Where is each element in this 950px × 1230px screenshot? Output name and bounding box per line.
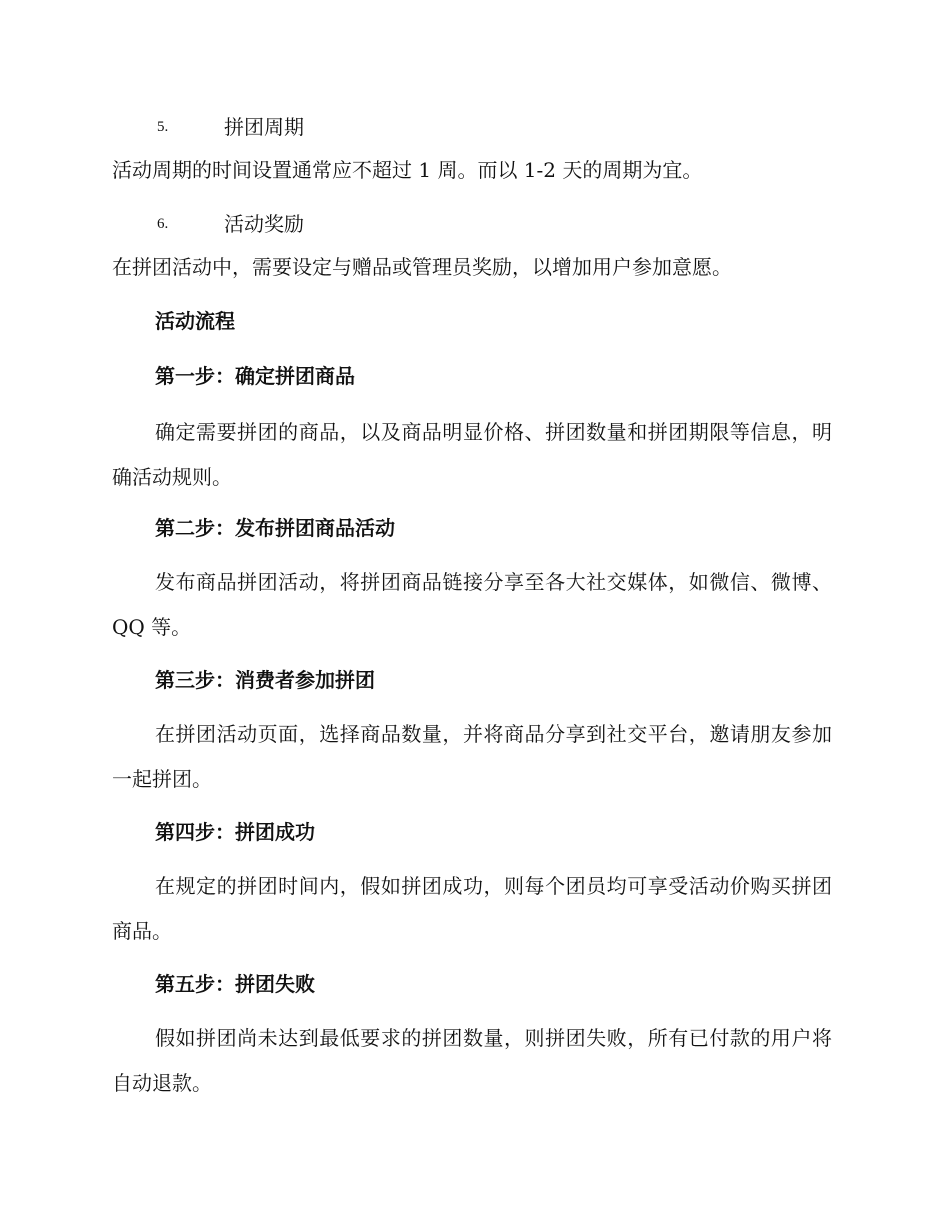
step-paragraph: 发布商品拼团活动，将拼团商品链接分享至各大社交媒体，如微信、微博、QQ 等。 bbox=[112, 570, 832, 639]
item-body-text: 在拼团活动中，需要设定与赠品或管理员奖励，以增加用户参加意愿。 bbox=[112, 255, 732, 279]
step-paragraph: 确定需要拼团的商品，以及商品明显价格、拼团数量和拼团期限等信息，明确活动规则。 bbox=[112, 420, 832, 489]
step-paragraph: 在拼团活动页面，选择商品数量，并将商品分享到社交平台，邀请朋友参加一起拼团。 bbox=[112, 722, 832, 791]
step-heading: 第四步：拼团成功 bbox=[155, 820, 315, 844]
step-heading: 第三步：消费者参加拼团 bbox=[155, 668, 375, 692]
item-number: 5. bbox=[157, 119, 169, 135]
step-heading: 第一步：确定拼团商品 bbox=[155, 364, 355, 388]
step-paragraph: 在规定的拼团时间内，假如拼团成功，则每个团员均可享受活动价购买拼团商品。 bbox=[112, 874, 832, 943]
item-number: 6. bbox=[157, 216, 169, 232]
step-paragraph: 假如拼团尚未达到最低要求的拼团数量，则拼团失败，所有已付款的用户将自动退款。 bbox=[112, 1026, 832, 1095]
item-body-text: 活动周期的时间设置通常应不超过 1 周。而以 1-2 天的周期为宜。 bbox=[112, 158, 703, 182]
step-heading: 第二步：发布拼团商品活动 bbox=[155, 516, 395, 540]
item-title: 活动奖励 bbox=[224, 212, 304, 236]
step-heading: 第五步：拼团失败 bbox=[155, 972, 315, 996]
section-title: 活动流程 bbox=[155, 309, 235, 333]
item-title: 拼团周期 bbox=[224, 115, 304, 139]
